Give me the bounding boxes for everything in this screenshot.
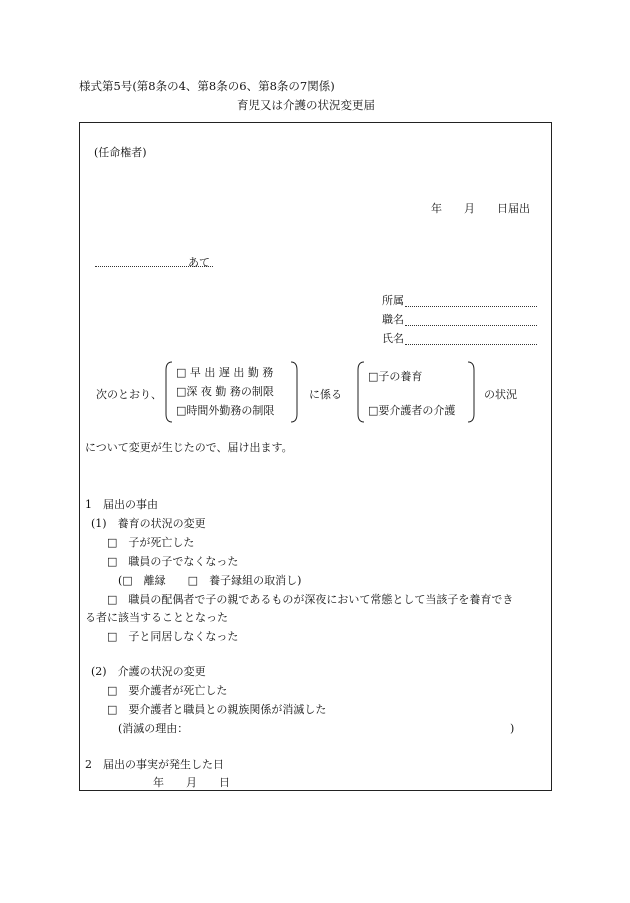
intro-left: 次のとおり、 [96, 388, 162, 401]
left-brace-open [164, 360, 174, 424]
option-early-late[interactable]: □ 早 出 遅 出 勤 務 [176, 366, 274, 379]
form-title: 育児又は介護の状況変更届 [237, 98, 375, 112]
section1-heading: 1 届出の事由 [85, 498, 158, 511]
option-child-care[interactable]: □子の養育 [368, 370, 423, 383]
appointer-label: (任命権者) [94, 146, 147, 159]
checkbox-relationship-ended[interactable]: □ 要介護者と職員との親族関係が消滅した [107, 703, 327, 716]
position-field[interactable] [405, 325, 537, 326]
option-overtime-limit[interactable]: □時間外勤務の制限 [176, 404, 275, 417]
name-label: 氏名 [382, 332, 404, 345]
checkbox-child-died[interactable]: □ 子が死亡した [107, 536, 195, 549]
date-filed: 年 月 日届出 [431, 202, 530, 215]
affiliation-label: 所属 [382, 294, 404, 307]
checkbox-care-recipient-died[interactable]: □ 要介護者が死亡した [107, 684, 228, 697]
checkbox-spouse-care[interactable]: □ 職員の配偶者で子の親であるものが深夜において常態として当該子を養育でき [107, 593, 514, 606]
spouse-care-continued: る者に該当することとなった [85, 611, 228, 624]
option-nursing-care[interactable]: □要介護者の介護 [368, 404, 456, 417]
right-brace-open [356, 360, 366, 424]
right-brace-close [466, 360, 476, 424]
occurrence-date[interactable]: 年 月 日 [153, 776, 230, 789]
left-brace-close [289, 360, 299, 424]
checkbox-no-longer-child[interactable]: □ 職員の子でなくなった [107, 555, 239, 568]
status-suffix: の状況 [484, 388, 517, 401]
checkbox-not-cohabiting[interactable]: □ 子と同居しなくなった [107, 630, 239, 643]
sub1-heading: (1) 養育の状況の変更 [91, 517, 206, 530]
termination-reason-close: ) [510, 722, 515, 735]
intro-end: について変更が生じたので、届け出ます。 [85, 441, 293, 454]
affiliation-field[interactable] [405, 306, 537, 307]
name-field[interactable] [405, 344, 537, 345]
position-label: 職名 [382, 313, 404, 326]
termination-reason-label[interactable]: (消滅の理由： [118, 722, 189, 735]
section2-heading: 2 届出の事実が発生した日 [85, 758, 224, 771]
form-number: 様式第5号(第8条の4、第8条の6、第8条の7関係) [79, 79, 335, 93]
sub2-heading: (2) 介護の状況の変更 [91, 665, 206, 678]
connector-text: に係る [309, 388, 342, 401]
checkbox-adoption-reasons[interactable]: (□ 離縁 □ 養子縁組の取消し) [118, 574, 302, 587]
option-night-limit[interactable]: □深 夜 勤 務の制限 [176, 385, 274, 398]
addressee-suffix: あて [188, 256, 210, 269]
